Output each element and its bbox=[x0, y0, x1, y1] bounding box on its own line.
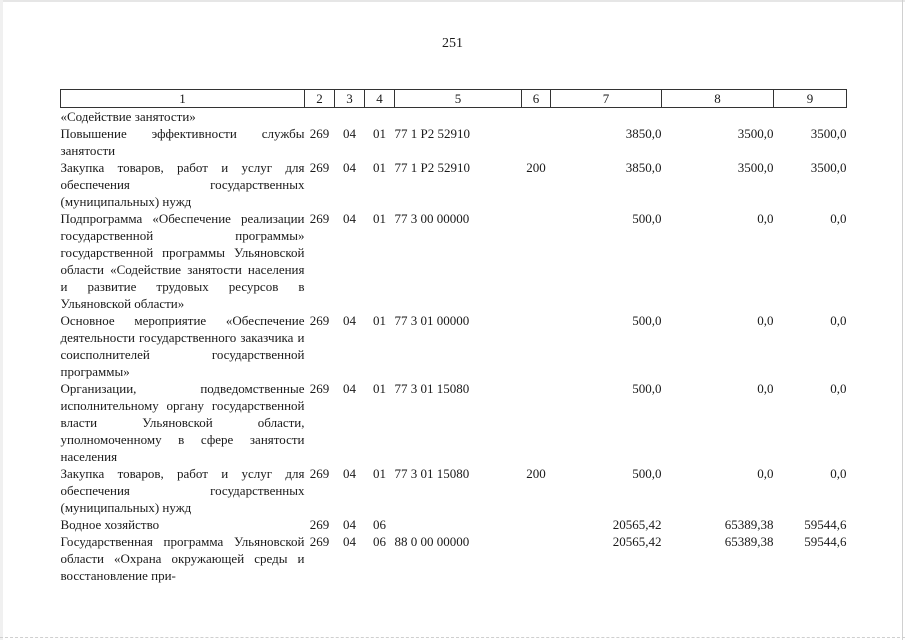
expense-code bbox=[522, 516, 551, 533]
target-code: 77 3 00 00000 bbox=[394, 211, 470, 226]
amount-year-2: 65389,38 bbox=[724, 534, 774, 549]
target-code bbox=[395, 108, 522, 126]
subsection-code: 01 bbox=[373, 381, 386, 396]
amount-year-1: 500,0 bbox=[632, 313, 662, 328]
subsection-code: 06 bbox=[373, 517, 386, 532]
header-cell-3: 3 bbox=[335, 90, 365, 108]
section-code bbox=[335, 108, 365, 126]
header-cell-2: 2 bbox=[305, 90, 335, 108]
subsection-code: 01 bbox=[373, 313, 386, 328]
row-name: Закупка товаров, работ и услуг для обеспечения государственных (муниципальных) нужд bbox=[60, 466, 305, 515]
header-cell-7: 7 bbox=[551, 90, 662, 108]
expense-code bbox=[522, 380, 551, 465]
row-name: Закупка товаров, работ и услуг для обеспечения государственных (муниципальных) нужд bbox=[60, 160, 305, 209]
target-code: 77 3 01 15080 bbox=[394, 466, 470, 481]
expense-code bbox=[522, 312, 551, 380]
table-row bbox=[61, 125, 847, 159]
table-row bbox=[61, 210, 847, 312]
amount-year-2: 0,0 bbox=[757, 211, 774, 226]
row-name: Организации, подведомственные исполнительному органу государственной власти Ульяновской области, уполномоченному в сфере занятости населения bbox=[60, 381, 305, 464]
scan-edge-right bbox=[902, 0, 903, 640]
admin-code: 269 bbox=[309, 313, 330, 328]
amount-year-1: 500,0 bbox=[632, 211, 662, 226]
amount-year-2: 3500,0 bbox=[737, 160, 774, 175]
admin-code bbox=[305, 108, 335, 126]
amount-year-2: 3500,0 bbox=[737, 126, 774, 141]
scan-edge-top bbox=[0, 0, 905, 2]
amount-year-3: 0,0 bbox=[830, 466, 847, 481]
target-code: 77 3 01 00000 bbox=[394, 313, 470, 328]
row-name: Подпрограмма «Обеспечение реализации государственной программы» государственной программы Ульяновской области «Содействие занятости населения и развитие трудовых ресурсов в Ульяновской области» bbox=[60, 211, 305, 311]
amount-year-2 bbox=[662, 108, 774, 126]
target-code: 77 1 Р2 52910 bbox=[394, 126, 470, 141]
amount-year-1: 500,0 bbox=[632, 381, 662, 396]
table-row bbox=[61, 516, 847, 533]
amount-year-3: 59544,6 bbox=[804, 534, 847, 549]
table-row bbox=[61, 108, 847, 126]
table-row bbox=[61, 159, 847, 210]
target-code: 88 0 00 00000 bbox=[394, 534, 470, 549]
admin-code: 269 bbox=[309, 126, 330, 141]
header-cell-6: 6 bbox=[522, 90, 551, 108]
subsection-code: 01 bbox=[373, 160, 386, 175]
expense-code: 200 bbox=[526, 160, 546, 175]
section-code: 04 bbox=[343, 126, 356, 141]
expense-code bbox=[522, 125, 551, 159]
expense-code bbox=[522, 533, 551, 584]
header-row bbox=[61, 90, 847, 108]
subsection-code: 01 bbox=[373, 126, 386, 141]
budget-table bbox=[60, 89, 847, 584]
expense-code bbox=[522, 210, 551, 312]
table-row bbox=[61, 533, 847, 584]
amount-year-3: 0,0 bbox=[830, 381, 847, 396]
scan-edge-left bbox=[0, 0, 3, 640]
admin-code: 269 bbox=[309, 211, 330, 226]
target-code: 77 3 01 15080 bbox=[394, 381, 470, 396]
amount-year-2: 0,0 bbox=[757, 381, 774, 396]
amount-year-3: 3500,0 bbox=[810, 160, 847, 175]
row-name: «Содействие занятости» bbox=[60, 109, 196, 124]
amount-year-3: 0,0 bbox=[830, 211, 847, 226]
admin-code: 269 bbox=[309, 160, 330, 175]
row-name: Государственная программа Ульяновской области «Охрана окружающей среды и восстановление при- bbox=[60, 534, 305, 583]
section-code: 04 bbox=[343, 534, 356, 549]
table-row bbox=[61, 465, 847, 516]
section-code: 04 bbox=[343, 211, 356, 226]
page-number: 251 bbox=[442, 36, 463, 51]
header-cell-4: 4 bbox=[365, 90, 395, 108]
amount-year-2: 65389,38 bbox=[724, 517, 774, 532]
section-code: 04 bbox=[343, 517, 356, 532]
admin-code: 269 bbox=[309, 466, 330, 481]
subsection-code: 06 bbox=[373, 534, 386, 549]
amount-year-3: 59544,6 bbox=[804, 517, 847, 532]
section-code: 04 bbox=[343, 466, 356, 481]
header-cell-5: 5 bbox=[395, 90, 522, 108]
admin-code: 269 bbox=[309, 381, 330, 396]
amount-year-1 bbox=[551, 108, 662, 126]
amount-year-3 bbox=[774, 108, 847, 126]
table-row bbox=[61, 312, 847, 380]
amount-year-1: 3850,0 bbox=[625, 160, 662, 175]
row-name: Водное хозяйство bbox=[60, 517, 160, 532]
amount-year-1: 20565,42 bbox=[612, 517, 662, 532]
admin-code: 269 bbox=[309, 517, 330, 532]
subsection-code bbox=[365, 108, 395, 126]
row-name: Повышение эффективности службы занятости bbox=[60, 126, 305, 158]
expense-code: 200 bbox=[526, 466, 546, 481]
amount-year-1: 20565,42 bbox=[612, 534, 662, 549]
header-cell-9: 9 bbox=[774, 90, 847, 108]
subsection-code: 01 bbox=[373, 466, 386, 481]
amount-year-1: 500,0 bbox=[632, 466, 662, 481]
table-row bbox=[61, 380, 847, 465]
target-code bbox=[395, 516, 522, 533]
row-name: Основное мероприятие «Обеспечение деятельности государственного заказчика и соисполнителей государственной программы» bbox=[60, 313, 305, 379]
subsection-code: 01 bbox=[373, 211, 386, 226]
header-cell-8: 8 bbox=[662, 90, 774, 108]
expense-code bbox=[522, 108, 551, 126]
section-code: 04 bbox=[343, 313, 356, 328]
target-code: 77 1 Р2 52910 bbox=[394, 160, 470, 175]
scan-edge-bottom bbox=[0, 637, 905, 638]
header-cell-1: 1 bbox=[61, 90, 305, 108]
amount-year-1: 3850,0 bbox=[625, 126, 662, 141]
admin-code: 269 bbox=[309, 534, 330, 549]
section-code: 04 bbox=[343, 160, 356, 175]
amount-year-3: 3500,0 bbox=[810, 126, 847, 141]
amount-year-3: 0,0 bbox=[830, 313, 847, 328]
section-code: 04 bbox=[343, 381, 356, 396]
amount-year-2: 0,0 bbox=[757, 466, 774, 481]
amount-year-2: 0,0 bbox=[757, 313, 774, 328]
